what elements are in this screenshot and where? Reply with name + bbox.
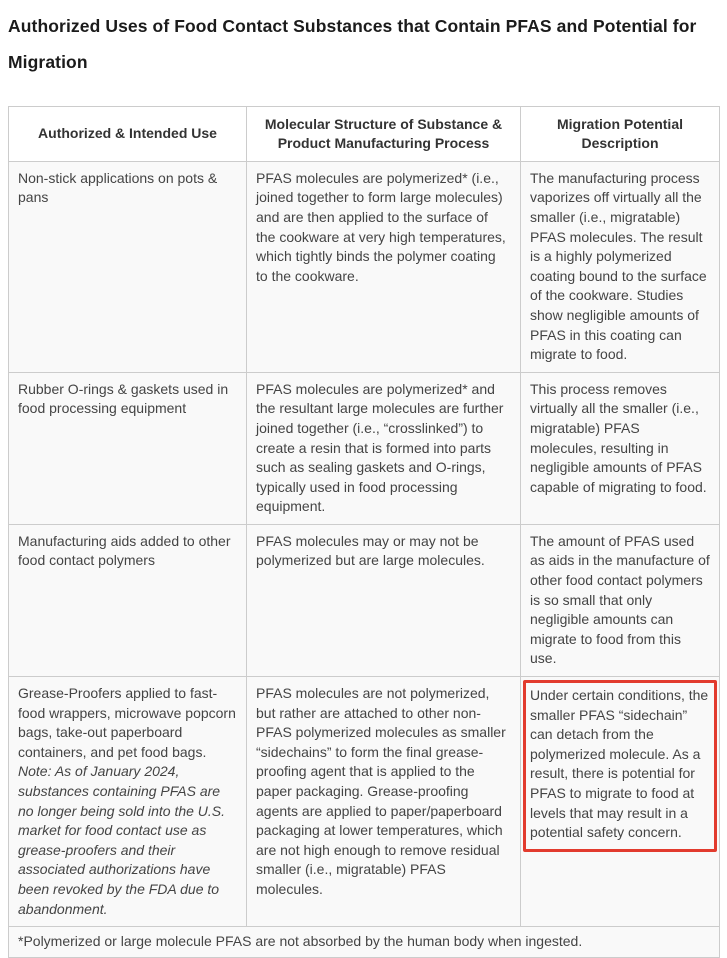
cell-migration-potential <box>521 677 720 927</box>
table-row-grease-proofers <box>9 677 720 927</box>
column-header-molecular-structure: Molecular Structure of Substance & Product Manufacturing Process <box>247 107 521 162</box>
cell-molecular-structure: PFAS molecules are not polymerized, but rather are attached to other non-PFAS polymerized molecules as smaller “sidechains” to form the final grease-proofing agent that is applied to the paper packaging. Grease-proofing agents are applied to paper/paperboard packaging at lower temperatures, which are not high enough to remove residual smaller (i.e., migratable) PFAS molecules. <box>247 677 521 927</box>
cell-molecular-structure: PFAS molecules may or may not be polymerized but are large molecules. <box>247 524 521 676</box>
cell-migration-potential: This process removes virtually all the smaller (i.e., migratable) PFAS molecules, resulting in negligible amounts of PFAS capable of migrating to food. <box>521 372 720 524</box>
cell-migration-potential: The amount of PFAS used as aids in the manufacture of other food contact polymers is so small that only negligible amounts can migrate to food from this use. <box>521 524 720 676</box>
cell-migration-potential: The manufacturing process vaporizes off virtually all the smaller (i.e., migratable) PFAS molecules. The result is a highly polymerized coating bound to the surface of the cookware. Studies show negligible amounts of PFAS in this coating can migrate to food. <box>521 161 720 372</box>
pfas-uses-table <box>8 106 720 958</box>
table-row-orings <box>9 372 720 524</box>
cell-authorized-use: Rubber O-rings & gaskets used in food processing equipment <box>9 372 247 524</box>
table-row-nonstick <box>9 161 720 372</box>
cell-authorized-use: Non-stick applications on pots & pans <box>9 161 247 372</box>
column-header-migration-potential: Migration Potential Description <box>521 107 720 162</box>
cell-molecular-structure: PFAS molecules are polymerized* and the resultant large molecules are further joined together (i.e., “crosslinked”) to create a resin that is formed into parts such as sealing gaskets and O-rings, typically used in food processing equipment. <box>247 372 521 524</box>
cell-authorized-use: Manufacturing aids added to other food contact polymers <box>9 524 247 676</box>
cell-authorized-use <box>9 677 247 927</box>
table-footnote: *Polymerized or large molecule PFAS are not absorbed by the human body when ingested. <box>9 927 720 958</box>
page-title: Authorized Uses of Food Contact Substances that Contain PFAS and Potential for Migration <box>8 16 697 72</box>
table-row-manufacturing-aids <box>9 524 720 676</box>
cell-text: Grease-Proofers applied to fast-food wrappers, microwave popcorn bags, take-out paperboard containers, and pet food bags. <box>18 685 236 760</box>
column-header-authorized-use: Authorized & Intended Use <box>9 107 247 162</box>
footnote-row <box>9 927 720 958</box>
cell-molecular-structure: PFAS molecules are polymerized* (i.e., joined together to form large molecules) and are then applied to the surface of the cookware at very high temperatures, which tightly binds the polymer coating to the cookware. <box>247 161 521 372</box>
header-row <box>9 107 720 162</box>
note-text: Note: As of January 2024, substances containing PFAS are no longer being sold into the U.S. market for food contact use as grease-proofers and their associated authorizations have been revoked by the FDA due to abandonment. <box>18 763 226 917</box>
red-highlight-box: Under certain conditions, the smaller PFAS “sidechain” can detach from the polymerized molecule. As a result, there is potential for PFAS to migrate to food at levels that may result in a potential safety concern. <box>523 680 717 852</box>
